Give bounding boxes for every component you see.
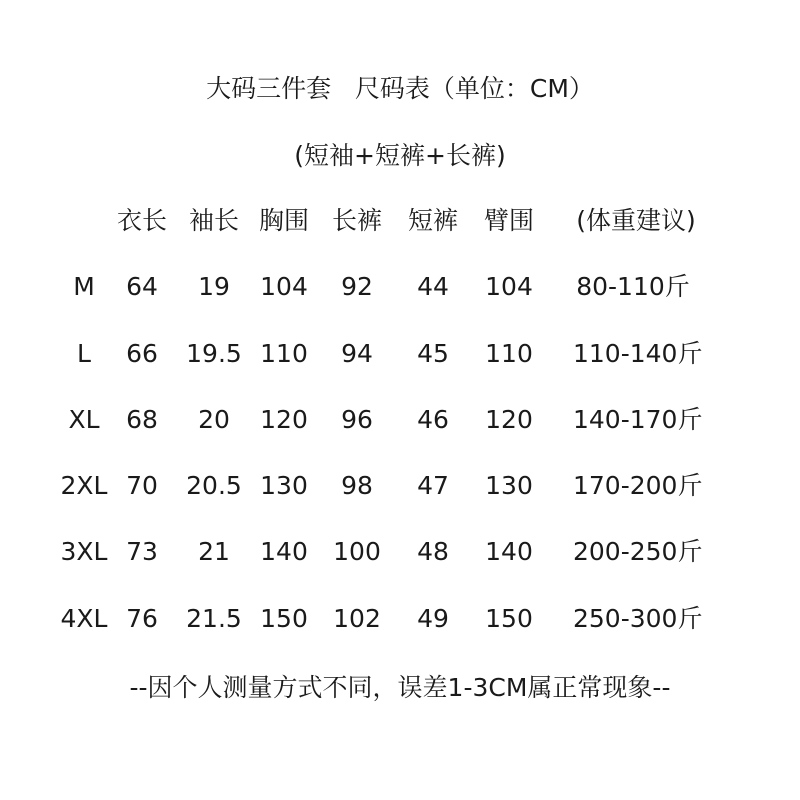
cell-size: M xyxy=(73,272,95,301)
table-row xyxy=(0,471,800,501)
cell-length: 64 xyxy=(126,272,158,301)
cell-chest: 120 xyxy=(260,405,308,434)
table-header-row xyxy=(0,206,800,236)
cell-chest: 150 xyxy=(260,604,308,633)
table-row xyxy=(0,405,800,435)
cell-chest: 110 xyxy=(260,339,308,368)
cell-size: XL xyxy=(68,405,100,434)
cell-long-pants: 94 xyxy=(341,339,373,368)
cell-arm: 130 xyxy=(485,471,533,500)
cell-size: 3XL xyxy=(60,537,108,566)
cell-shorts: 49 xyxy=(417,604,449,633)
cell-shorts: 47 xyxy=(417,471,449,500)
cell-chest: 104 xyxy=(260,272,308,301)
cell-arm: 110 xyxy=(485,339,533,368)
cell-arm: 140 xyxy=(485,537,533,566)
cell-sleeve: 19 xyxy=(198,272,230,301)
table-row xyxy=(0,604,800,634)
cell-sleeve: 21.5 xyxy=(186,604,242,633)
cell-sleeve: 20.5 xyxy=(186,471,242,500)
table-row xyxy=(0,537,800,567)
header-chest: 胸围 xyxy=(258,206,309,235)
cell-chest: 130 xyxy=(260,471,308,500)
cell-long-pants: 102 xyxy=(333,604,381,633)
header-shorts: 短裤 xyxy=(407,206,458,235)
header-arm: 臂围 xyxy=(483,206,534,235)
header-long-pants: 长裤 xyxy=(331,206,382,235)
cell-size: 4XL xyxy=(60,604,108,633)
footnote: --因个人测量方式不同，误差1-3CM属正常现象-- xyxy=(129,673,671,702)
cell-arm: 150 xyxy=(485,604,533,633)
cell-shorts: 44 xyxy=(417,272,449,301)
chart-subtitle: (短袖+短裤+长裤) xyxy=(294,141,506,170)
cell-length: 76 xyxy=(126,604,158,633)
cell-length: 73 xyxy=(126,537,158,566)
table-row xyxy=(0,272,800,302)
cell-weight: 170-200斤 xyxy=(573,471,703,500)
cell-length: 70 xyxy=(126,471,158,500)
header-length: 衣长 xyxy=(116,206,167,235)
cell-size: L xyxy=(77,339,91,368)
cell-length: 68 xyxy=(126,405,158,434)
cell-long-pants: 98 xyxy=(341,471,373,500)
cell-long-pants: 92 xyxy=(341,272,373,301)
cell-arm: 120 xyxy=(485,405,533,434)
cell-length: 66 xyxy=(126,339,158,368)
cell-weight: 250-300斤 xyxy=(573,604,703,633)
cell-sleeve: 19.5 xyxy=(186,339,242,368)
cell-shorts: 46 xyxy=(417,405,449,434)
chart-title: 大码三件套 尺码表（单位：CM） xyxy=(206,74,594,103)
cell-shorts: 48 xyxy=(417,537,449,566)
cell-size: 2XL xyxy=(60,471,108,500)
cell-long-pants: 100 xyxy=(333,537,381,566)
cell-chest: 140 xyxy=(260,537,308,566)
cell-arm: 104 xyxy=(485,272,533,301)
cell-long-pants: 96 xyxy=(341,405,373,434)
cell-weight: 110-140斤 xyxy=(573,339,703,368)
cell-weight: 80-110斤 xyxy=(576,272,690,301)
cell-shorts: 45 xyxy=(417,339,449,368)
table-row xyxy=(0,339,800,369)
cell-weight: 200-250斤 xyxy=(573,537,703,566)
header-sleeve: 袖长 xyxy=(188,206,239,235)
cell-sleeve: 21 xyxy=(198,537,230,566)
header-weight: (体重建议) xyxy=(576,206,696,235)
cell-weight: 140-170斤 xyxy=(573,405,703,434)
cell-sleeve: 20 xyxy=(198,405,230,434)
